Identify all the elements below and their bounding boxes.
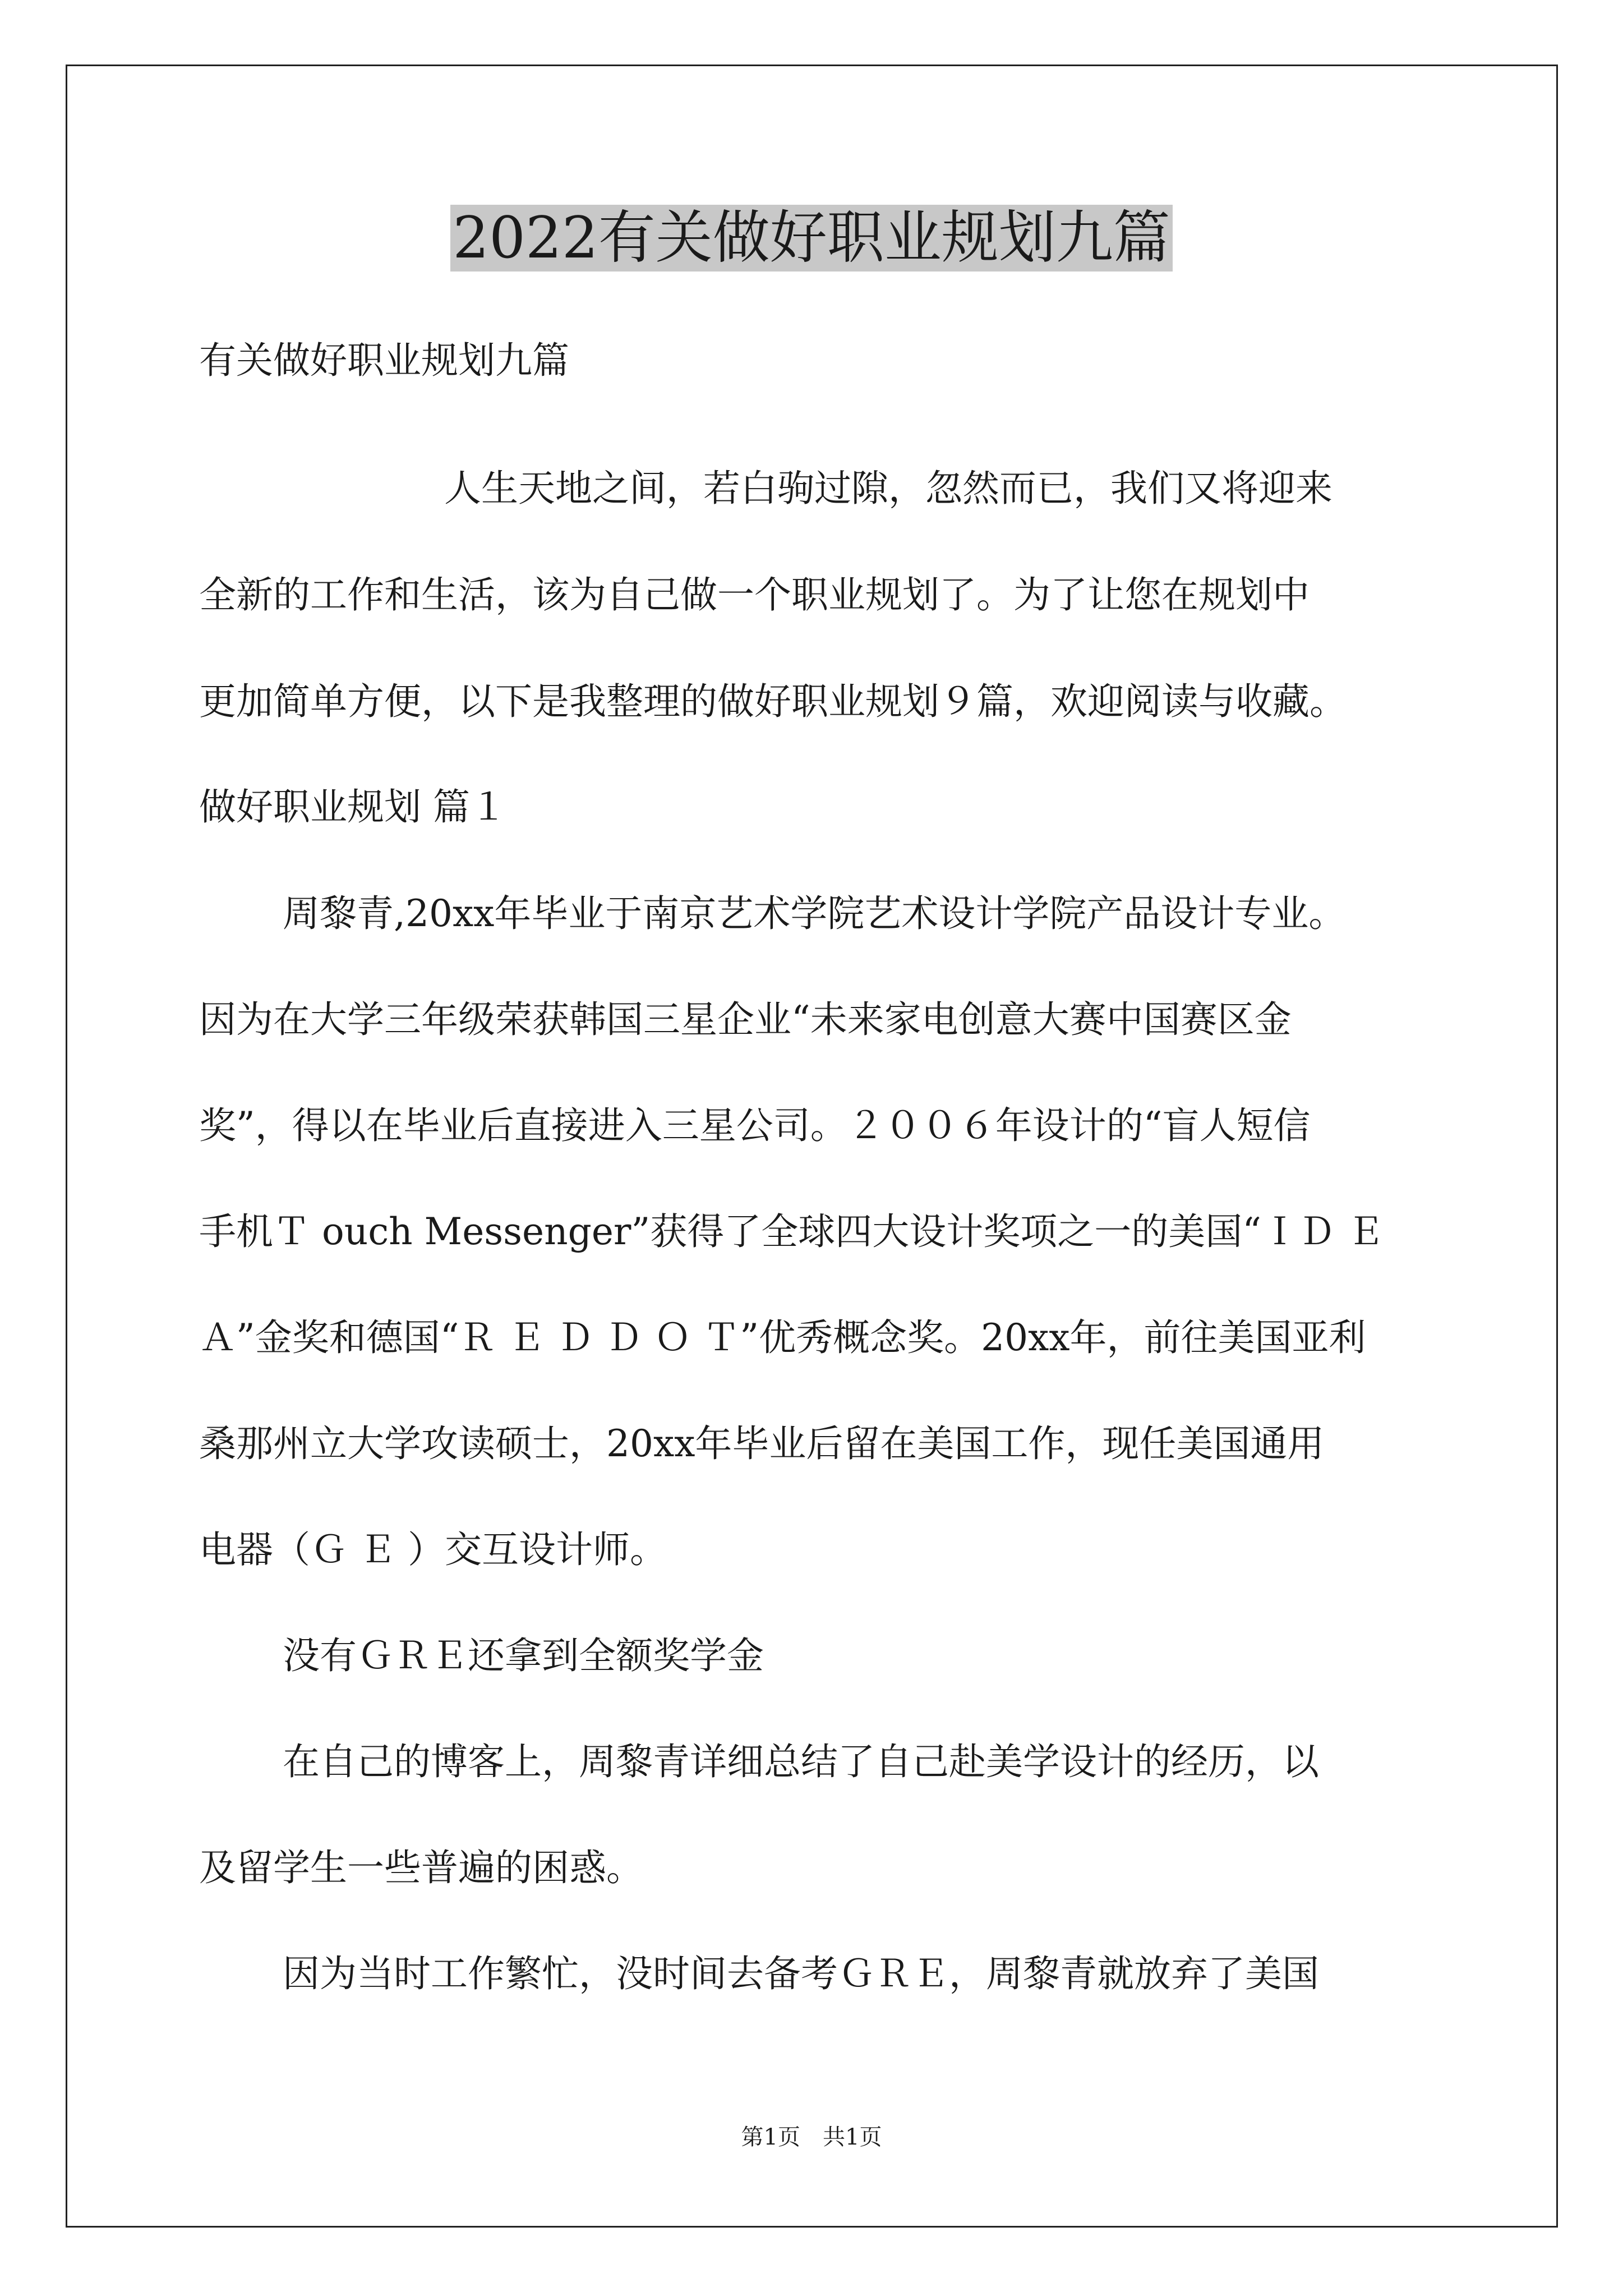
paragraph-line: 奖”，得以在毕业后直接进入三星公司。２００６年设计的“盲人短信: [199, 1104, 1311, 1147]
paragraph-line: 因为当时工作繁忙，没时间去备考ＧＲＥ，周黎青就放弃了美国: [283, 1952, 1319, 1995]
paragraph-line: 在自己的博客上，周黎青详细总结了自己赴美学设计的经历，以: [283, 1740, 1319, 1783]
paragraph-line: Ａ”金奖和德国“Ｒ Ｅ Ｄ Ｄ Ｏ Ｔ”优秀概念奖。20xx年，前往美国亚利: [199, 1316, 1366, 1359]
paragraph-line: 桑那州立大学攻读硕士，20xx年毕业后留在美国工作，现任美国通用: [199, 1422, 1325, 1465]
subtitle-line: 有关做好职业规划九篇: [199, 339, 569, 382]
section-heading: 做好职业规划 篇１: [199, 785, 507, 829]
paragraph-line: 及留学生一些普遍的困惑。: [199, 1846, 643, 1889]
paragraph-line: 因为在大学三年级荣获韩国三星企业“未来家电创意大赛中国赛区金: [199, 998, 1292, 1041]
paragraph-line: 人生天地之间，若白驹过隙，忽然而已，我们又将迎来: [444, 467, 1332, 510]
page-number-footer: 第1页 共1页: [741, 2124, 882, 2150]
paragraph-line: 周黎青,20xx年毕业于南京艺术学院艺术设计学院产品设计专业。: [283, 892, 1346, 935]
sub-heading: 没有ＧＲＥ还拿到全额奖学金: [283, 1634, 764, 1677]
paragraph-line: 电器（Ｇ Ｅ ）交互设计师。: [199, 1528, 667, 1571]
paragraph-line: 全新的工作和生活，该为自己做一个职业规划了。为了让您在规划中: [199, 573, 1310, 616]
document-title: [0, 199, 1623, 278]
paragraph-line: 更加简单方便，以下是我整理的做好职业规划９篇，欢迎阅读与收藏。: [199, 680, 1347, 723]
document-title-text: 2022有关做好职业规划九篇: [450, 205, 1173, 272]
paragraph-line: 手机Ｔ ouch Messenger”获得了全球四大设计奖项之一的美国“ＩＤ Ｅ: [199, 1210, 1384, 1253]
